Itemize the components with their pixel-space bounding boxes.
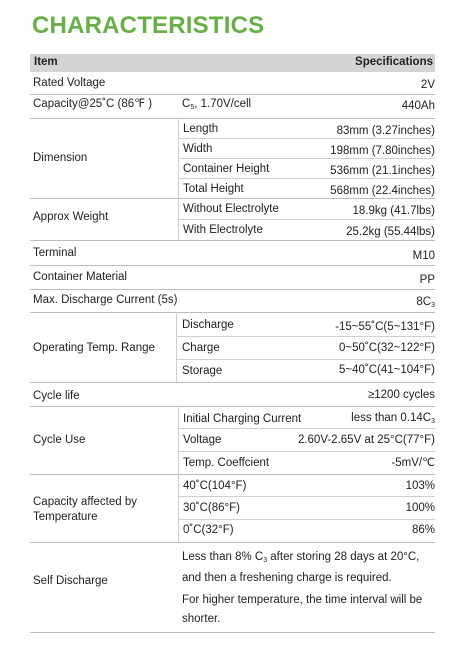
container-material-value: PP xyxy=(419,274,435,286)
dimension-length-value: 83mm (3.27inches) xyxy=(336,125,435,137)
cycle-use-label: Cycle Use xyxy=(33,434,86,446)
divider xyxy=(30,632,435,633)
weight-without-value: 18.9kg (41.7lbs) xyxy=(352,205,435,217)
divider xyxy=(176,312,177,382)
weight-without-label: Without Electrolyte xyxy=(183,203,279,215)
divider xyxy=(30,94,435,95)
divider xyxy=(176,336,435,337)
divider xyxy=(30,118,435,119)
op-temp-storage-value: 5~40˚C(41~104°F) xyxy=(338,364,435,376)
divider xyxy=(178,474,179,542)
cycle-use-initial-label: Initial Charging Current xyxy=(183,413,302,425)
dimension-length-label: Length xyxy=(183,123,219,135)
divider xyxy=(30,382,435,383)
self-discharge-line4: shorter. xyxy=(182,613,221,625)
divider xyxy=(30,474,435,475)
dimension-container-height-value: 536mm (21.1inches) xyxy=(330,165,435,177)
header-specifications: Specifications xyxy=(355,56,433,68)
divider xyxy=(178,519,435,520)
divider xyxy=(178,138,435,139)
weight-with-label: With Electrolyte xyxy=(183,224,263,236)
self-discharge-line3: For higher temperature, the time interval will be xyxy=(182,594,423,606)
dimension-total-height-label: Total Height xyxy=(183,183,244,195)
dimension-width-label: Width xyxy=(183,143,213,155)
divider xyxy=(178,496,435,497)
cycle-life-label: Cycle life xyxy=(33,390,80,402)
divider xyxy=(30,240,435,241)
cycle-use-temp-coef-label: Temp. Coeffcient xyxy=(183,457,270,469)
cap-temp-label-line2: Temperature xyxy=(33,511,98,523)
cap-temp-0-label: 0˚C(32°F) xyxy=(183,524,234,536)
divider xyxy=(30,265,435,266)
terminal-label: Terminal xyxy=(33,247,77,259)
dimension-width-value: 198mm (7.80inches) xyxy=(330,145,435,157)
weight-label: Approx Weight xyxy=(33,211,109,223)
op-temp-label: Operating Temp. Range xyxy=(33,342,155,354)
max-discharge-label: Max. Discharge Current (5s) xyxy=(33,294,178,306)
op-temp-discharge-label: Discharge xyxy=(182,319,234,331)
divider xyxy=(178,428,435,429)
dimension-label: Dimension xyxy=(33,152,88,164)
divider xyxy=(178,158,435,159)
op-temp-storage-label: Storage xyxy=(182,365,223,377)
op-temp-charge-label: Charge xyxy=(182,342,220,354)
cycle-use-voltage-value: 2.60V-2.65V at 25°C(77°F) xyxy=(297,434,435,446)
cap-temp-30-label: 30˚C(86°F) xyxy=(183,502,241,514)
rated-voltage-label: Rated Voltage xyxy=(33,77,106,89)
cycle-use-voltage-label: Voltage xyxy=(183,434,222,446)
divider xyxy=(30,289,435,290)
self-discharge-line1: Less than 8% C3 after storing 28 days at 20°C, xyxy=(182,551,420,564)
page-title: CHARACTERISTICS xyxy=(32,12,265,39)
cap-temp-0-value: 86% xyxy=(411,524,435,536)
cap-temp-label-line1: Capacity affected by xyxy=(33,496,137,508)
capacity-label: Capacity@25˚C (86℉ ) xyxy=(33,98,153,110)
cap-temp-40-value: 103% xyxy=(405,480,435,492)
cycle-life-value: ≥1200 cycles xyxy=(367,389,435,401)
dimension-total-height-value: 568mm (22.4inches) xyxy=(330,185,435,197)
dimension-container-height-label: Container Height xyxy=(183,163,270,175)
capacity-condition: C5, 1.70V/cell xyxy=(182,98,252,111)
cycle-use-initial-value: less than 0.14C3 xyxy=(351,412,435,425)
divider xyxy=(30,406,435,407)
table-header xyxy=(30,54,435,72)
divider xyxy=(178,219,435,220)
cap-temp-40-label: 40˚C(104°F) xyxy=(183,480,247,492)
op-temp-discharge-value: -15~55˚C(5~131°F) xyxy=(335,321,435,333)
container-material-label: Container Material xyxy=(33,271,127,283)
capacity-value: 440Ah xyxy=(401,100,435,112)
divider xyxy=(176,359,435,360)
rated-voltage-value: 2V xyxy=(420,79,435,91)
weight-with-value: 25.2kg (55.44lbs) xyxy=(346,226,435,238)
self-discharge-line2: and then a freshening charge is required. xyxy=(182,572,392,584)
op-temp-charge-value: 0~50˚C(32~122°F) xyxy=(338,342,435,354)
cycle-use-temp-coef-value: -5mV/℃ xyxy=(391,457,435,469)
divider xyxy=(30,198,435,199)
divider xyxy=(30,542,435,543)
terminal-value: M10 xyxy=(412,250,435,262)
cap-temp-30-value: 100% xyxy=(405,502,435,514)
header-item: Item xyxy=(34,56,58,68)
divider xyxy=(178,406,179,474)
self-discharge-label: Self Discharge xyxy=(33,575,108,587)
max-discharge-value: 8C3 xyxy=(416,296,435,309)
divider xyxy=(30,312,435,313)
divider xyxy=(178,178,435,179)
divider xyxy=(178,451,435,452)
